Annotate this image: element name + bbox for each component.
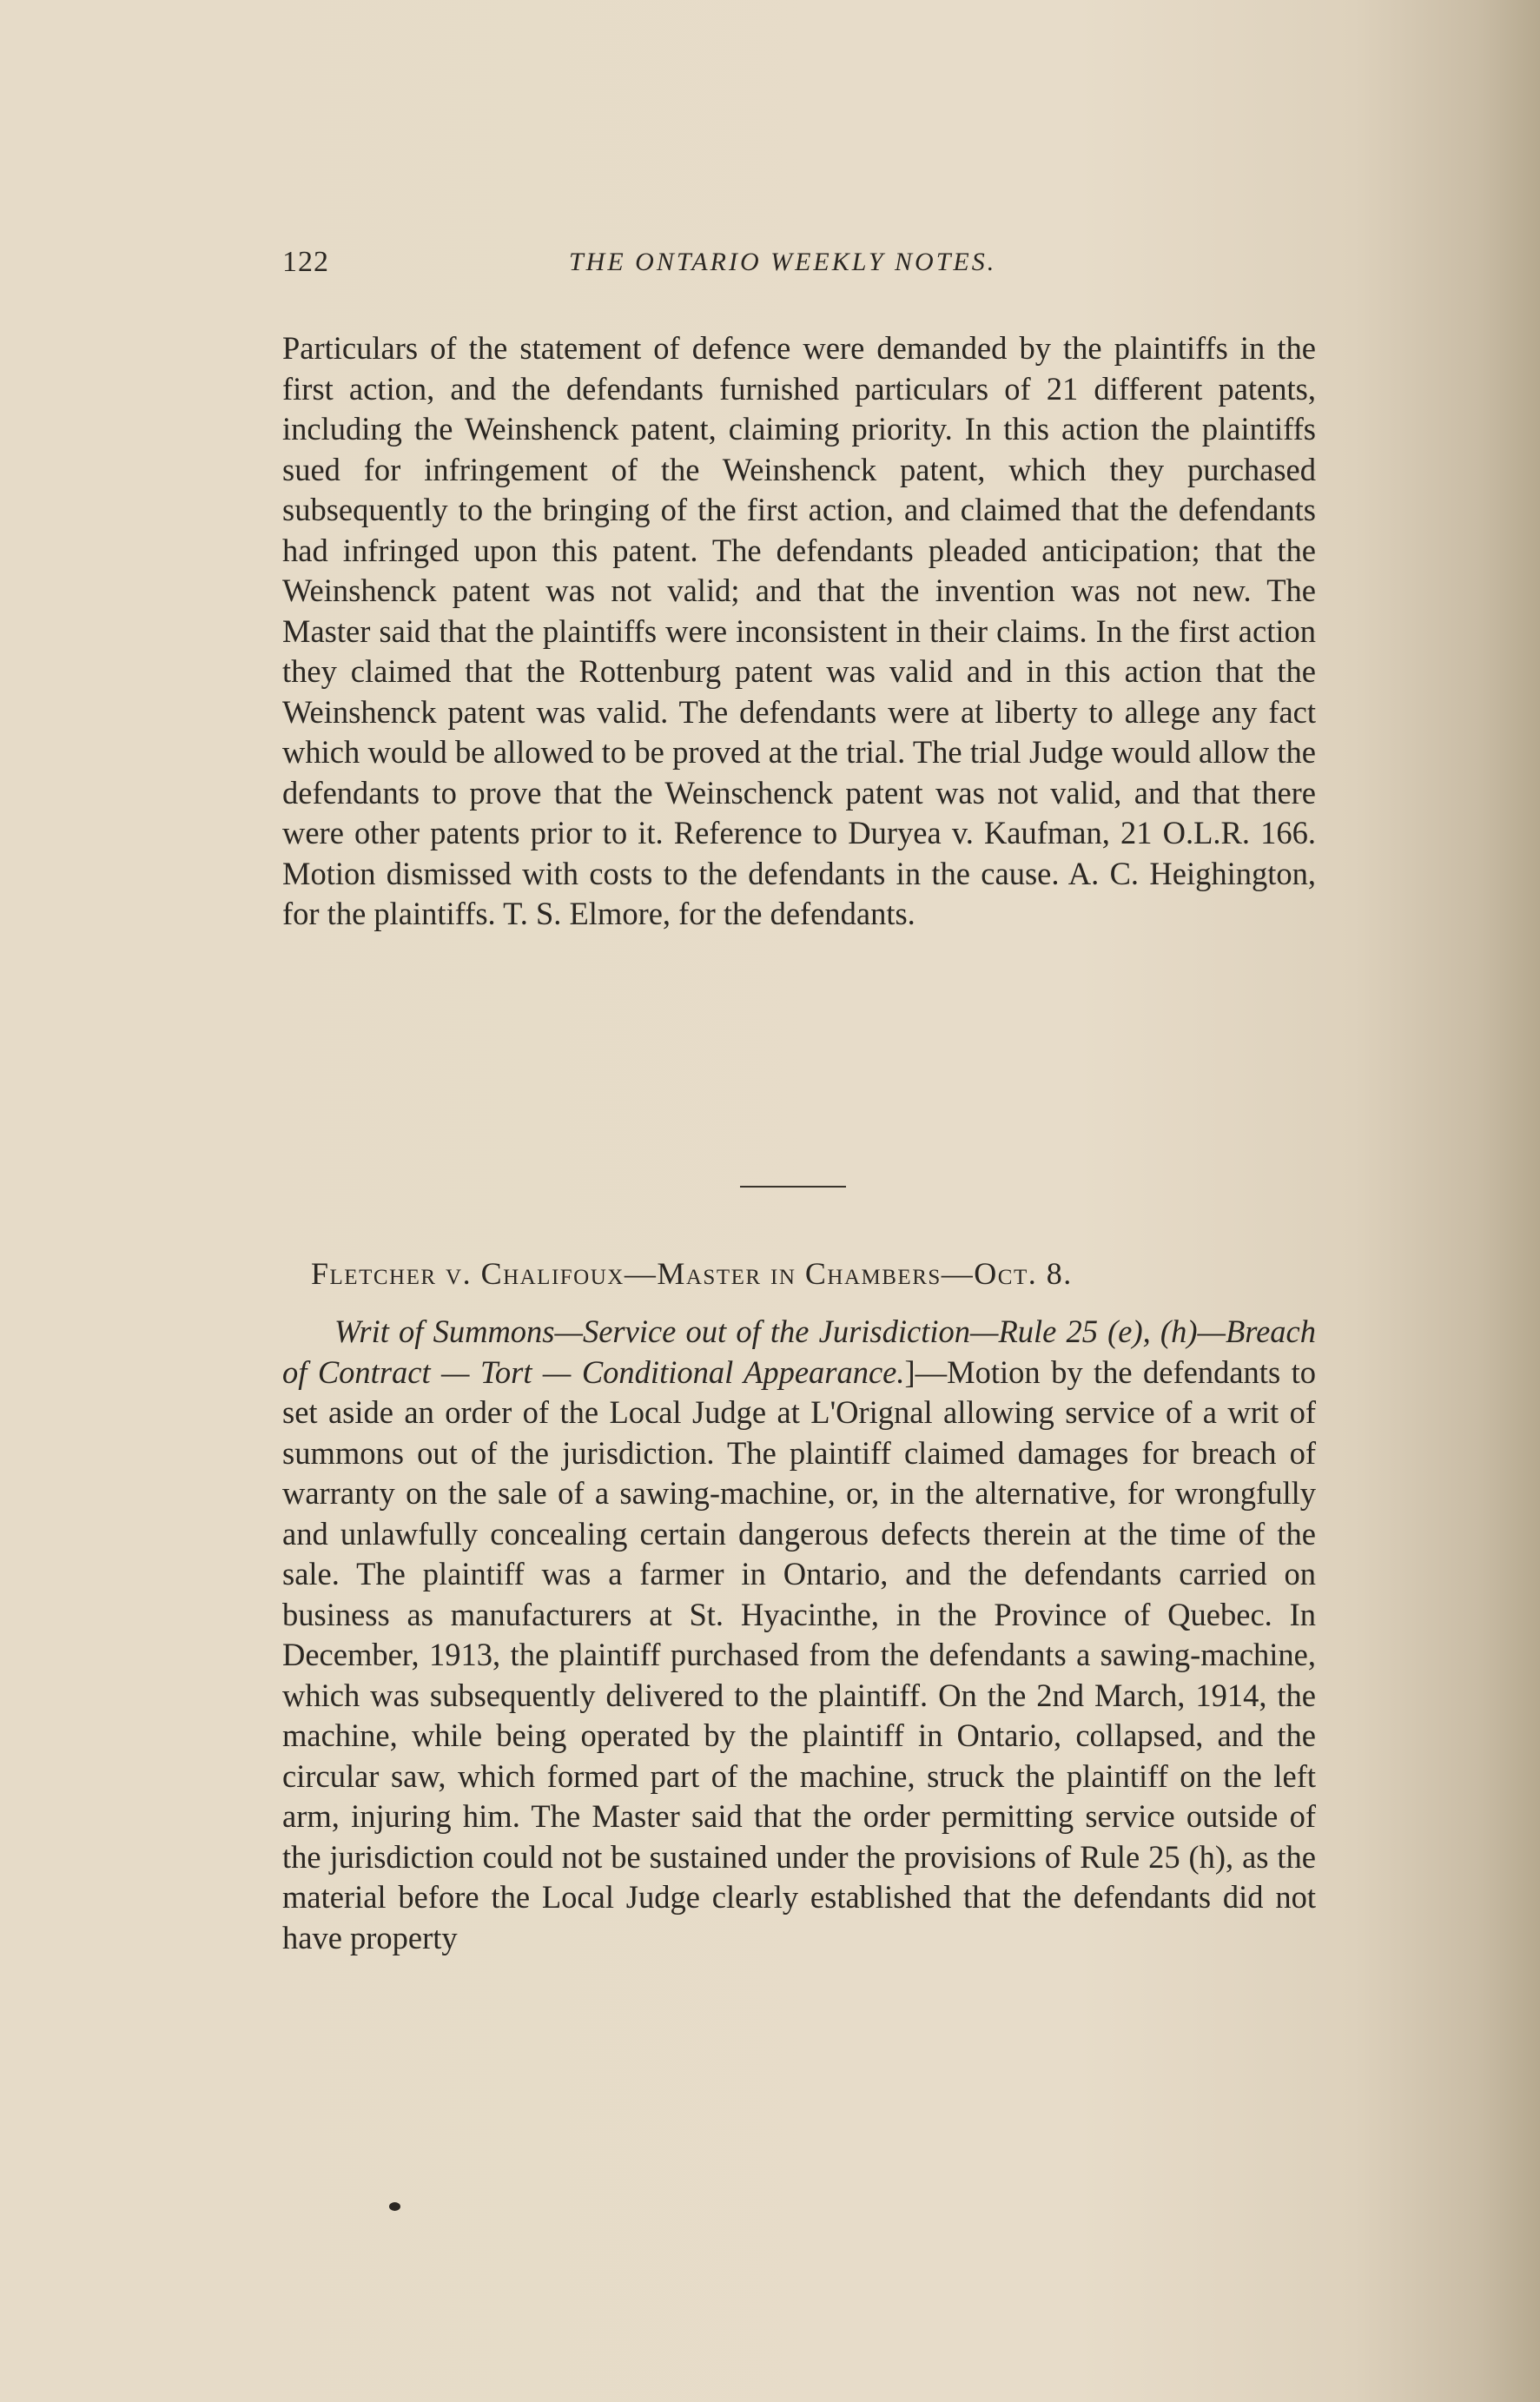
paragraph-particulars: Particulars of the statement of defence were demanded by the plaintiffs in the first action, and the defendants furnished particulars of 21 different patents, including the Weinshenck patent, claiming priority. In this action the plaintiffs sued for infringement of the Weinshenck patent, which they purchased subsequently to the bringing of the first action, and claimed that the defendants had infringed upon this patent. The defendants pleaded anticipation; that the Weinshenck patent was not valid; and that the invention was not new. The Master said that the plaintiffs were inconsistent in their claims. In the first action they claimed that the Rottenburg patent was valid and in this action that the Weinshenck patent was valid. The defendants were at liberty to allege any fact which would be allowed to be proved at the trial. The trial Judge would allow the defendants to prove that the Weinschenck patent was not valid, and that there were other patents prior to it. Reference to Duryea v. Kaufman, 21 O.L.R. 166. Motion dismissed with costs to the defendants in the cause. A. C. Heighington, for the plaintiffs. T. S. Elmore, for the defendants.: [282, 330, 1316, 931]
case-heading: Fletcher v. Chalifoux—Master in Chambers—Oct. 8.: [311, 1256, 1073, 1291]
section-divider: [740, 1186, 846, 1188]
headnote: Writ of Summons—Service out of the Jurisdiction—Rule 25 (e), (h)—Breach of Contract — Tort — Conditional Appearance.: [282, 1313, 1316, 1390]
running-head: THE ONTARIO WEEKLY NOTES.: [569, 248, 997, 276]
bullet-mark: [389, 2202, 400, 2211]
paragraph-body: ]—Motion by the defendants to set aside an order of the Local Judge at L'Orignal allowing service of a writ of summons out of the jurisdiction. The plaintiff claimed damages for breach of warranty on the sale of a sawing-machine, or, in the alternative, for wrongfully and unlawfully concealing certain dangerous defects therein at the time of the sale. The plaintiff was a farmer in Ontario, and the defendants carried on business as manufacturers at St. Hyacinthe, in the Province of Quebec. In December, 1913, the plaintiff purchased from the defendants a sawing-machine, which was subsequently delivered to the plaintiff. On the 2nd March, 1914, the machine, while being operated by the plaintiff in Ontario, collapsed, and the circular saw, which formed part of the machine, struck the plaintiff on the left arm, injuring him. The Master said that the order permitting service outside of the jurisdiction could not be sustained under the provisions of Rule 25 (h), as the material before the Local Judge clearly established that the defendants did not have property: [282, 1353, 1316, 1955]
paragraph-fletcher-chalifoux: [282, 1312, 1316, 1958]
page-header: [282, 246, 1316, 281]
page-number: 122: [282, 246, 329, 278]
